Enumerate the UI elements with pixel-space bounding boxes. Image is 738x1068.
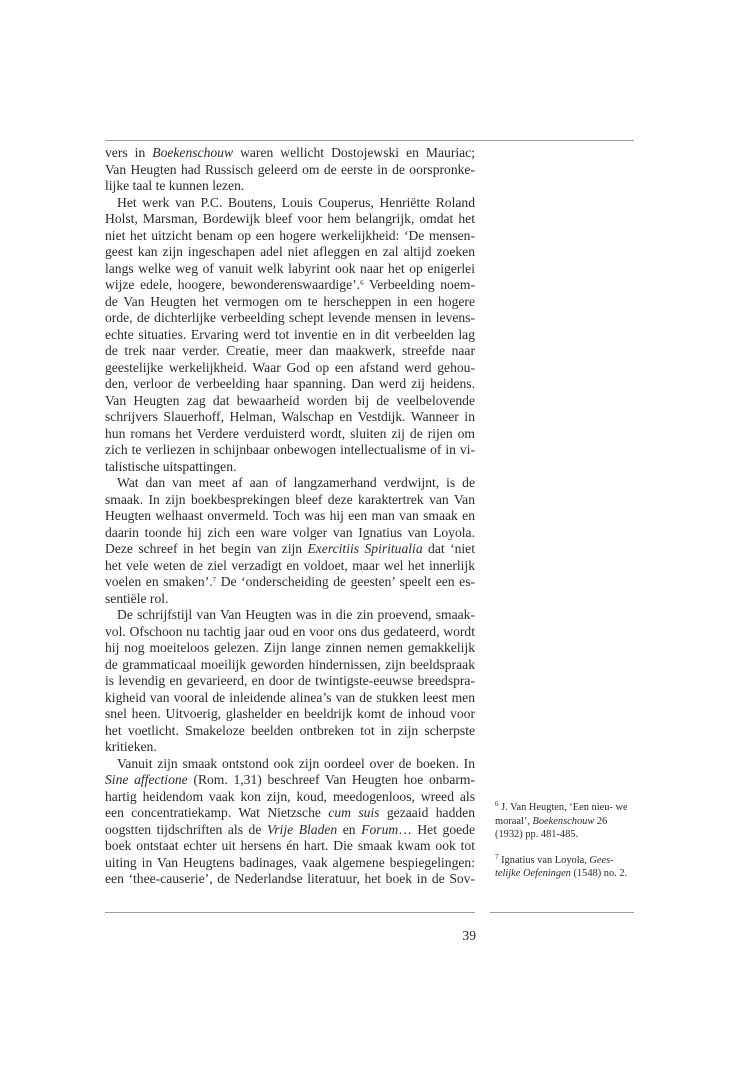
text-line	[105, 409, 475, 426]
text-line	[105, 145, 475, 162]
text-line	[105, 426, 475, 443]
text-line	[105, 723, 475, 740]
text-segment: de Van Heugten het vermogen om te herscheppen in een hogere	[105, 293, 475, 309]
text-segment: uiting in Van Heugtens badinages, vaak algemene bespiegelingen:	[105, 854, 475, 870]
text-line	[105, 756, 475, 773]
footnote-text: J. Van Heugten, ‘Een nieu- we moraal’,	[495, 802, 628, 827]
text-segment: kigheid van vooral de inleidende alinea’s van de stukken leest men	[105, 689, 475, 705]
body-bottom-rule	[105, 912, 475, 913]
text-line	[105, 162, 475, 179]
text-segment: smaak. In zijn boekbesprekingen bleef deze karaktertrek van Van	[105, 491, 475, 507]
footnote-number: 7	[495, 852, 499, 861]
text-line	[105, 871, 475, 888]
footnote-text: 26 (1932) pp. 481-485.	[495, 815, 608, 840]
text-line	[105, 211, 475, 228]
text-line	[105, 822, 475, 839]
footnotes	[495, 801, 635, 893]
text-segment: … Het goede	[398, 821, 475, 837]
text-segment: voelen en smaken’.	[105, 574, 213, 589]
text-line	[105, 376, 475, 393]
text-line	[105, 310, 475, 327]
text-line	[105, 277, 475, 294]
text-segment: geest kan zijn ingeschapen adel niet afleggen en zal altijd zoeken	[105, 244, 475, 259]
text-line	[105, 772, 475, 789]
italic-text: Forum	[361, 821, 399, 837]
text-segment: is levendig en gevarieerd, en door de twintigste-eeuwse breedspra-	[105, 673, 475, 688]
text-segment: kritieken.	[105, 739, 157, 754]
footnote-title: Gees- telijke Oefeningen	[495, 854, 614, 879]
text-line	[105, 558, 475, 575]
italic-text: Boekenschouw	[152, 145, 234, 160]
text-segment: niet het uitzicht benam op een hogere werkelijkheid: ‘De mensen-	[105, 227, 475, 243]
text-line	[105, 640, 475, 657]
footnote	[495, 801, 635, 842]
text-segment: de grammaticaal moeilijk geworden hindernissen, zijn beeldspraak	[105, 656, 475, 672]
text-line	[105, 690, 475, 707]
text-segment: Van Heugten zag dat bewaarheid worden bij de veelbelovende	[105, 392, 475, 408]
text-segment: Vanuit zijn smaak ontstond ook zijn oordeel over de boeken. In	[117, 755, 475, 771]
text-segment: schrijvers Slauerhoff, Helman, Walschap en Vestdijk. Wanneer in	[105, 409, 475, 424]
text-segment: dat ‘niet	[422, 541, 475, 556]
text-segment: de trek naar verder. Creatie, meer dan maakwerk, streefde naar	[105, 343, 475, 358]
text-line	[105, 508, 475, 525]
text-line	[105, 525, 475, 542]
text-line	[105, 459, 475, 476]
text-segment: vers in	[105, 145, 153, 160]
text-line	[105, 574, 475, 591]
footnote-reference: 7	[212, 576, 217, 584]
text-line	[105, 805, 475, 822]
text-line	[105, 343, 475, 360]
text-segment: hij nog moeiteloos gelezen. Zijn lange zinnen nemen gemakkelijk	[105, 640, 475, 655]
footnote-number: 6	[495, 800, 499, 808]
text-segment: Verbeelding noem-	[363, 277, 475, 292]
text-line	[105, 838, 475, 855]
footnote-text: Ignatius van Loyola,	[498, 854, 590, 866]
text-segment: hun romans het Verdere verduisterd wordt, sluiten zij de rijen om	[105, 425, 475, 441]
footnote-text: (1548) no. 2.	[570, 868, 628, 879]
text-line	[105, 706, 475, 723]
text-segment: Wat dan van meet af aan of langzamerhand verdwijnt, is de	[117, 475, 475, 490]
text-line	[105, 591, 475, 608]
text-segment: zich te verliezen in schijnbaar onbewogen intellectualisme of in vi-	[105, 442, 475, 457]
italic-text: cum suis	[328, 805, 380, 820]
text-segment: Deze schreef in het begin van zijn	[105, 541, 308, 556]
text-segment: Het werk van P.C. Boutens, Louis Couperus, Henriëtte Roland	[117, 194, 475, 210]
text-line	[105, 492, 475, 509]
body-text	[105, 145, 475, 888]
text-line	[105, 624, 475, 641]
text-segment: De ‘onderscheiding de geesten’ speelt een es-	[216, 574, 476, 589]
text-segment: Van Heugten had Russisch geleerd om de eerste in de oorspronke-	[105, 161, 475, 177]
text-segment: het vele weten de ziel verzadigt en voldoet, maar wel het innerlijk	[105, 557, 475, 573]
text-segment: snel heen. Uitvoerig, glashelder en beeldrijk komt de inhoud voor	[105, 706, 475, 721]
text-segment: langs welke weg of vanuit welk labyrint ook naar het op enigerlei	[105, 260, 475, 276]
text-segment: daarin toonde hij zich een ware volger van Ignatius van Loyola.	[105, 524, 475, 540]
text-segment: waren wellicht Dostojewski en Mauriac;	[233, 145, 475, 160]
italic-text: Exercitiis Spiritualia	[307, 541, 423, 556]
text-line	[105, 228, 475, 245]
text-line	[105, 393, 475, 410]
text-line	[105, 673, 475, 690]
footnote-reference: 6	[360, 279, 364, 287]
text-segment: gezaaid hadden	[379, 805, 476, 820]
text-line	[105, 327, 475, 344]
text-line	[105, 607, 475, 624]
text-segment: een concentratiekamp. Wat Nietzsche	[105, 805, 329, 820]
text-line	[105, 739, 475, 756]
text-segment: orde, de dichterlijke verbeelding schept levende mensen in levens-	[105, 310, 475, 325]
text-line	[105, 294, 475, 311]
text-line	[105, 657, 475, 674]
text-line	[105, 244, 475, 261]
text-segment: wijze edele, hoogere, bewonderenswaardige’.	[105, 277, 361, 292]
footnote-rule	[490, 912, 634, 913]
footnote	[495, 854, 635, 881]
text-segment: het voetlicht. Smakeloze beelden ontbreken tot in zijn scherpste	[105, 722, 475, 738]
text-line	[105, 475, 475, 492]
text-line	[105, 195, 475, 212]
text-segment: Heugten welhaast onvermeld. Toch was hij een man van smaak en	[105, 508, 475, 523]
page-number: 39	[462, 928, 476, 943]
italic-text: Vrije Bladen	[266, 821, 338, 837]
text-segment: vol. Ofschoon nu tachtig jaar oud en voor ons dus gedateerd, wordt	[105, 623, 475, 639]
footnote-title: Boekenschouw	[532, 815, 595, 827]
header-rule	[105, 140, 634, 141]
text-line	[105, 261, 475, 278]
text-segment: een ‘thee-causerie’, de Nederlandse literatuur, het boek in de Sov-	[105, 871, 475, 886]
text-segment: hartig heidendom vaak kon zijn, koud, meedogenloos, wreed als	[105, 788, 475, 804]
text-segment: talistische uitspattingen.	[105, 458, 237, 474]
text-segment: lijke taal te kunnen lezen.	[105, 178, 245, 193]
text-line	[105, 855, 475, 872]
text-segment: Holst, Marsman, Bordewijk bleef voor hem belangrijk, omdat het	[105, 211, 475, 226]
text-segment: den, verloor de verbeelding haar spanning. Dan werd zij heidens.	[105, 376, 475, 391]
text-segment: sentiële rol.	[105, 590, 169, 606]
text-segment: echte situaties. Ervaring werd tot inventie en in dit verbeelden lag	[105, 326, 475, 342]
text-segment: boek ontstaat echter uit hersens én hart. Die smaak kwam ook tot	[105, 838, 475, 853]
text-segment: geestelijke werkelijkheid. Waar God op een afstand werd gehou-	[105, 359, 475, 375]
text-segment: oogstten tijdschriften als de	[105, 821, 267, 837]
text-segment: (Rom. 1,31) beschreef Van Heugten hoe onbarm-	[187, 772, 476, 787]
text-segment: en	[337, 821, 362, 837]
text-line	[105, 541, 475, 558]
text-line	[105, 442, 475, 459]
italic-text: Sine affectione	[105, 772, 188, 787]
text-line	[105, 360, 475, 377]
text-line	[105, 789, 475, 806]
text-line	[105, 178, 475, 195]
text-segment: De schrijfstijl van Van Heugten was in die zin proevend, smaak-	[117, 607, 475, 622]
